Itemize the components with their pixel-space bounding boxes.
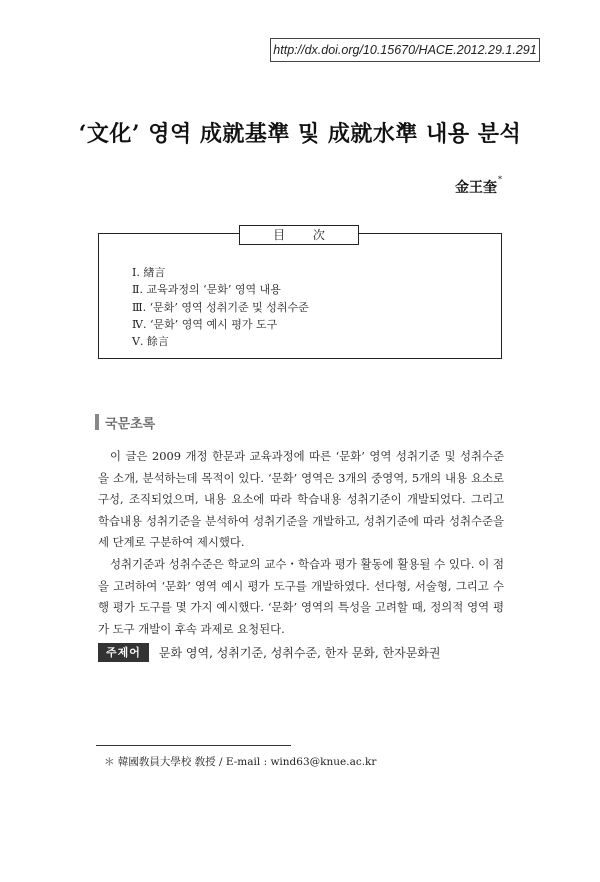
toc-list xyxy=(132,264,309,350)
table-of-contents xyxy=(98,228,502,359)
abstract-heading xyxy=(95,413,155,431)
toc-label: 目 次 xyxy=(239,225,359,245)
footnote-divider xyxy=(96,745,291,746)
toc-item: Ⅲ. ‘문화’ 영역 성취기준 및 성취수준 xyxy=(132,300,309,314)
abstract-heading-text: 국문초록 xyxy=(105,416,156,432)
heading-bar-icon xyxy=(95,414,99,430)
toc-item: Ⅰ. 緖言 xyxy=(132,266,166,279)
author xyxy=(455,177,502,197)
abstract-paragraph: 성취기준과 성취수준은 학교의 교수・학습과 평가 활동에 활용될 수 있다. 이 점을 고려하여 ‘문화’ 영역 예시 평가 도구를 개발하였다. 선다형, 서술형, 그리고 수행 평가 도구를 몇 가지 예시했다. ‘문화’ 영역의 특성을 고려할 때, 정의적 영역 평가 도구 개발이 후속 과제로 요청된다. xyxy=(98,556,504,636)
keywords-text: 문화 영역, 성취기준, 성취수준, 한자 문화, 한자문화권 xyxy=(158,646,441,660)
footnote: ＊ 韓國敎員大學校 敎授 / E-mail : wind63@knue.ac.kr xyxy=(104,756,377,768)
toc-item: Ⅴ. 餘言 xyxy=(132,335,169,349)
author-footnote-mark: * xyxy=(498,175,502,184)
keywords xyxy=(98,643,504,662)
abstract-paragraph: 이 글은 2009 개정 한문과 교육과정에 따른 ‘문화’ 영역 성취기준 및 성취수준을 소개, 분석하는데 목적이 있다. ‘문화’ 영역은 3개의 중영역, 5개의 내용 요소로 구성, 조직되었으며, 내용 요소에 따라 학습내용 성취기준이 개발되었다. 그리고 학습내용 성취기준을 분석하여 성취기준을 개발하고, 성취기준에 따라 성취수준을 세 단계로 구분하여 제시했다. xyxy=(98,449,504,550)
author-name: 金王奎 xyxy=(455,180,497,196)
paper-title: ‘文化’ 영역 成就基準 및 成就水準 내용 분석 xyxy=(78,121,522,147)
abstract-body xyxy=(98,446,504,640)
doi-link[interactable]: http://dx.doi.org/10.15670/HACE.2012.29.1.291 xyxy=(270,38,540,62)
keywords-label: 주제어 xyxy=(98,643,149,662)
toc-item: Ⅳ. ‘문화’ 영역 예시 평가 도구 xyxy=(132,317,278,331)
toc-item: Ⅱ. 교육과정의 ‘문화’ 영역 내용 xyxy=(132,283,281,297)
